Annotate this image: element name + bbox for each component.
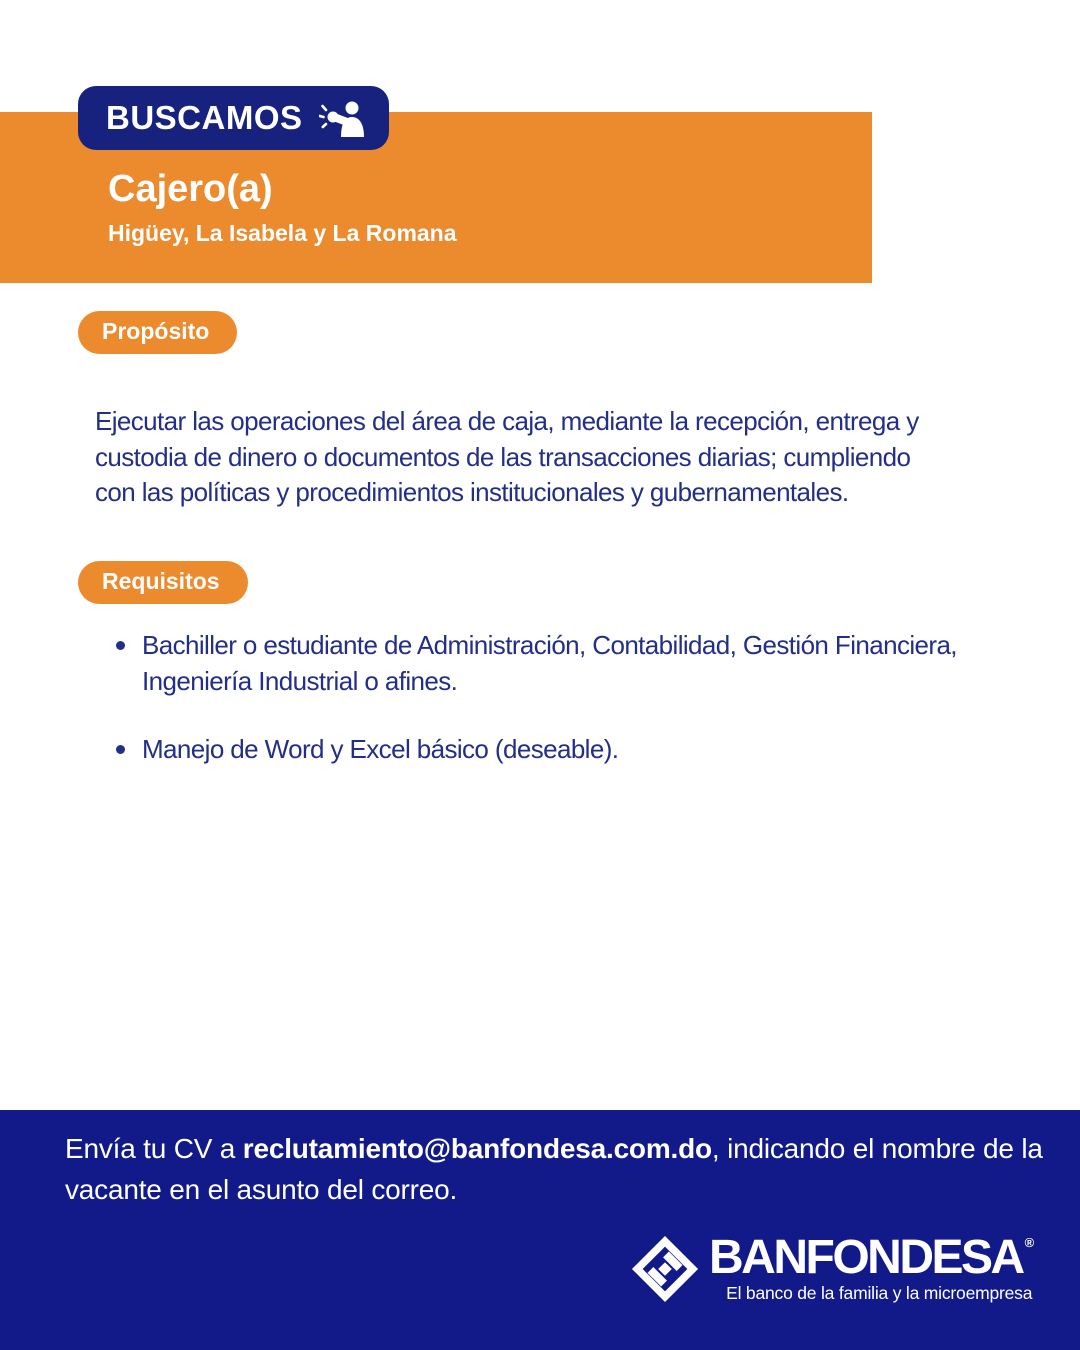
purpose-line: con las políticas y procedimientos institucionales y gubernamentales. bbox=[95, 477, 849, 507]
logo-name: BANFONDESA bbox=[709, 1231, 1023, 1284]
job-locations: Higüey, La Isabela y La Romana bbox=[108, 220, 457, 246]
banfondesa-logo bbox=[630, 1231, 1035, 1304]
purpose-text bbox=[95, 404, 919, 511]
bullet-dot bbox=[116, 641, 125, 650]
proposito-pill bbox=[78, 311, 237, 354]
logo-text-block bbox=[709, 1231, 1035, 1304]
cv-prefix: Envía tu CV a bbox=[65, 1133, 243, 1164]
cv-instructions bbox=[65, 1128, 1050, 1210]
requirements-list bbox=[116, 628, 996, 801]
logo-tagline: El banco de la familia y la microempresa bbox=[726, 1283, 1033, 1303]
proposito-label: Propósito bbox=[102, 318, 210, 344]
bullet-dot bbox=[116, 745, 125, 754]
requirement-item bbox=[116, 732, 996, 768]
job-title: Cajero(a) bbox=[108, 168, 273, 210]
buscamos-badge bbox=[78, 86, 389, 150]
requisitos-label: Requisitos bbox=[102, 568, 220, 594]
requisitos-pill bbox=[78, 561, 248, 604]
waving-person-icon bbox=[319, 99, 367, 137]
purpose-line: custodia de dinero o documentos de las transacciones diarias; cumpliendo bbox=[95, 441, 911, 472]
purpose-line: Ejecutar las operaciones del área de caja, mediante la recepción, entrega y bbox=[95, 406, 919, 436]
cv-email: reclutamiento@banfondesa.com.do bbox=[242, 1133, 712, 1164]
requirement-text: Manejo de Word y Excel básico (deseable). bbox=[142, 734, 619, 764]
logo-wordmark bbox=[709, 1231, 1035, 1284]
buscamos-label: BUSCAMOS bbox=[106, 99, 303, 136]
registered-mark: ® bbox=[1024, 1235, 1035, 1250]
requirement-text: Bachiller o estudiante de Administración, Contabilidad, Gestión Financiera, Ingeniería Industrial o afines. bbox=[142, 630, 957, 696]
cv-suffix: , indicando el nombre de la vacante en el asunto del correo. bbox=[65, 1133, 1043, 1205]
footer bbox=[0, 1110, 1080, 1350]
requirement-item bbox=[116, 628, 996, 699]
banfondesa-diamond-icon bbox=[630, 1234, 700, 1304]
